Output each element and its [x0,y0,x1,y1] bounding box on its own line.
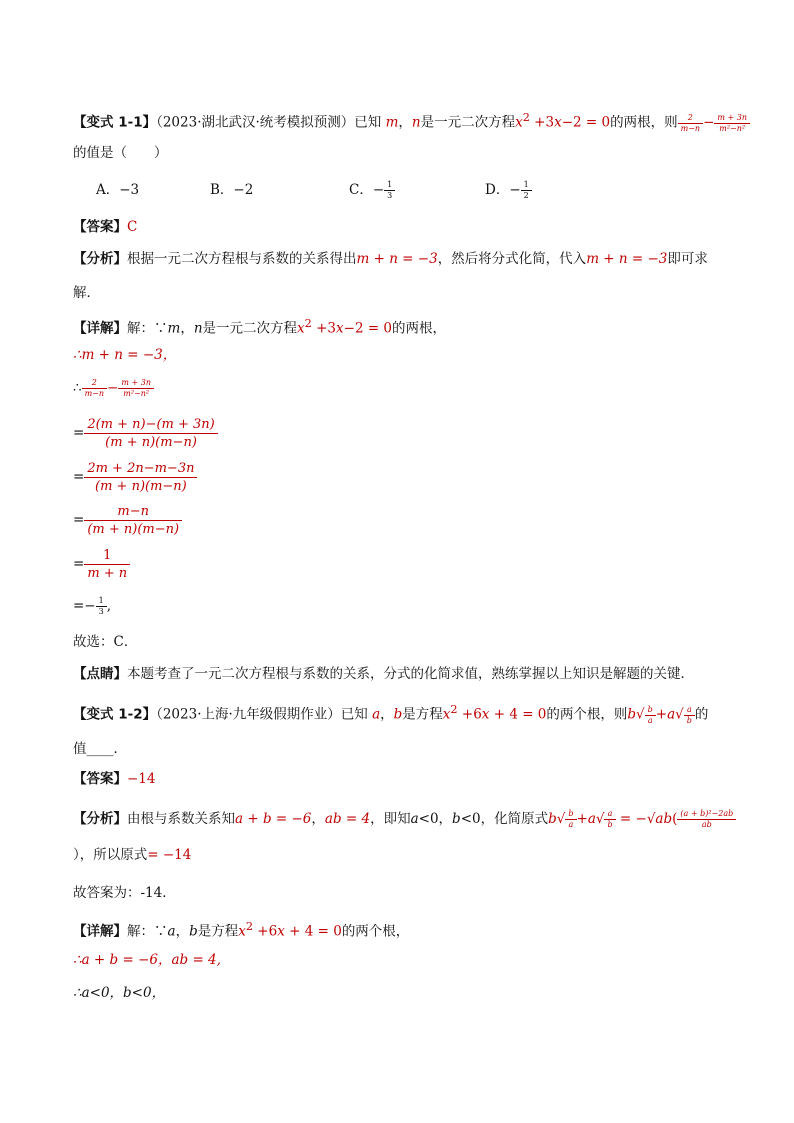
option-b: B．−2 [210,182,254,198]
analysis-1-line2: 解． [73,285,100,301]
option-d: D．− $\frac{1}{2}$ [485,180,532,201]
detail-1-step4: = $\frac{2m + 2n-m-3n}{(m + n)(m-n)}$ [73,460,197,495]
question-source: （2023·湖北武汉·统考模拟预测）已知 [156,114,382,131]
detail-1-step7: =− $\frac{1}{3}$ , [73,596,112,616]
question-1-1: 【变式 1-1】（2023·湖北武汉·统考模拟预测）已知 m，n是一元二次方程$x^2 +3x-2 = 0$的两根，则 $\frac{2}{m-n}$ − $\frac{m + 3n}{\text{m²−n²}}$ [73,108,750,134]
variant-label: 变式 1-2 [86,706,143,723]
bracket-open: 【 [73,114,87,131]
fraction: $\frac{2}{m-n}$ [678,113,703,134]
detail-2: 【详解】解：∵a，b是方程$x^2 +6x + 4 = 0$的两个根， [73,920,410,940]
detail-1-step2: ∴ $\frac{2}{m-n}$ − $\frac{m + 3n}{\text{m²−n²}}$ [73,378,154,399]
fraction: $\frac{m + 3n}{\text{m²−n²}}$ [714,113,750,134]
question-1-2: 【变式 1-2】（2023·上海·九年级假期作业）已知 a，b是方程$x^2 +6x + 4 = 0$的两个根，则b√ $\frac{b}{a}$ +a√ $\frac{a}{b}$ 的 [73,703,709,725]
detail-1-step6: = $\frac{1}{m + n}$ [73,547,130,582]
detail-1-step5: = $\frac{m-n}{(m + n)(m-n)}$ [73,503,182,538]
analysis-2: 【分析】由根与系数关系知a + b = −6，ab = 4，即知a<0，b<0，化简原式b√ $\frac{b}{a}$ +a√ $\frac{a}{b}$ = −√ab( $\frac{\text{(a + b)²−2ab}}{ab}$ [73,809,736,830]
detail-1-step1: ∴m + n = −3， [73,347,177,363]
comment-1: 【点睛】本题考查了一元二次方程根与系数的关系，分式的化简求值，熟练掌握以上知识是解题的关键． [73,666,694,682]
option-c: C．− $\frac{1}{3}$ [349,180,395,201]
answer-1: 【答案】C [73,219,138,235]
detail-1: 【详解】解：∵m，n是一元二次方程$x^2 +3x-2 = 0$的两根， [73,317,447,337]
question-1-2-line2: 值____． [73,741,127,757]
final-answer-2: 故答案为：-14． [73,885,176,901]
question-1-1-line2: 的值是（ ） [73,145,168,161]
answer-2: 【答案】−14 [73,771,156,787]
detail-1-step3: = $\frac{2(m + n)-(m + 3n)}{(m + n)(m-n)}$ [73,416,218,451]
detail-1-conclusion: 故选：C． [73,634,138,650]
analysis-2-line2: ），所以原式= −14 [73,847,192,863]
bracket-close: 】 [142,114,157,131]
variant-label: 变式 1-1 [86,114,143,131]
detail-2-step1: ∴a + b = −6，ab = 4, [73,952,221,968]
detail-2-step2: ∴a<0，b<0， [73,985,166,1001]
analysis-1: 【分析】根据一元二次方程根与系数的关系得出m + n = −3，然后将分式化简，代入m + n = −3即可求 [73,251,708,267]
option-a: A．−3 [96,182,140,198]
